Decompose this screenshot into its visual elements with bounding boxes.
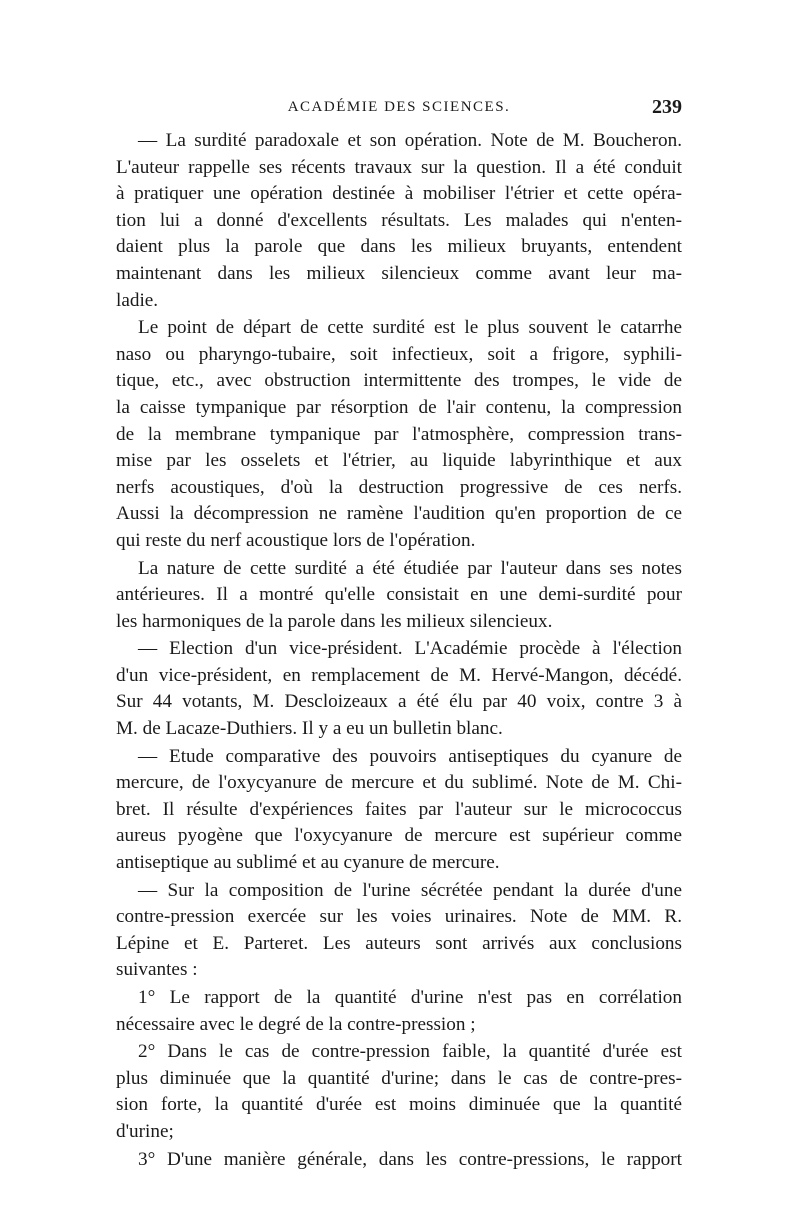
paragraph-conclusion-1 [116, 985, 682, 1038]
paragraph-etude-comparative [116, 744, 682, 877]
text-line: — Election d'un vice-président. L'Académie procède à l'élection [138, 638, 682, 660]
text-line: de la membrane tympanique par l'atmosphère, compression trans- [116, 423, 682, 445]
text-line: antérieures. Il a montré qu'elle consistait en une demi-surdité pour [116, 584, 682, 606]
text-line: Aussi la décompression ne ramène l'audition qu'en proportion de ce [116, 503, 682, 525]
text-line: mercure, de l'oxycyanure de mercure et du sublimé. Note de M. Chi- [116, 772, 682, 794]
text-line: L'auteur rappelle ses récents travaux sur la question. Il a été conduit [116, 156, 682, 178]
text-line: d'urine; [116, 1120, 174, 1142]
paragraph-surdite-paradoxale [116, 128, 682, 314]
text-line: nerfs acoustiques, d'où la destruction progressive de ces nerfs. [116, 476, 682, 498]
text-line: — Sur la composition de l'urine sécrétée pendant la durée d'une [138, 879, 682, 901]
text-line: daient plus la parole que dans les milieux bruyants, entendent [116, 236, 682, 258]
text-line: la caisse tympanique par résorption de l'air contenu, la compression [116, 396, 682, 418]
running-head [116, 96, 682, 125]
text-line: contre-pression exercée sur les voies urinaires. Note de MM. R. [116, 906, 682, 928]
text-line: — La surdité paradoxale et son opération. Note de M. Boucheron. [138, 130, 682, 151]
paragraph-point-de-depart [116, 315, 682, 554]
text-line: bret. Il résulte d'expériences faites par l'auteur sur le micrococcus [116, 798, 682, 820]
text-line: aureus pyogène que l'oxycyanure de mercure est supérieur comme [116, 825, 682, 847]
paragraph-conclusion-3 [116, 1147, 682, 1174]
paragraph-election-vice-president [116, 636, 682, 742]
text-line: nécessaire avec le degré de la contre-pression ; [116, 1013, 476, 1035]
text-line: antiseptique au sublimé et au cyanure de mercure. [116, 852, 500, 874]
page-number: 239 [652, 96, 682, 118]
text-line: La nature de cette surdité a été étudiée par l'auteur dans ses notes [138, 557, 682, 579]
text-line: d'un vice-président, en remplacement de M. Hervé-Mangon, décédé. [116, 664, 682, 686]
text-line: mise par les osselets et l'étrier, au liquide labyrinthique et aux [116, 450, 682, 472]
text-line: 2° Dans le cas de contre-pression faible, la quantité d'urée est [138, 1041, 682, 1063]
text-line: Le point de départ de cette surdité est le plus souvent le catarrhe [138, 317, 682, 339]
text-line: suivantes : [116, 959, 198, 981]
text-line: tion lui a donné d'excellents résultats. Les malades qui n'enten- [116, 209, 682, 231]
running-title: ACADÉMIE DES SCIENCES. [287, 99, 511, 115]
text-line: 3° D'une manière générale, dans les contre-pressions, le rapport [138, 1148, 682, 1170]
text-line: les harmoniques de la parole dans les milieux silencieux. [116, 610, 553, 632]
paragraph-composition-urine [116, 878, 682, 984]
text-line: naso ou pharyngo-tubaire, soit infectieux, soit a frigore, syphili- [116, 343, 682, 365]
text-line: plus diminuée que la quantité d'urine; dans le cas de contre-pres- [116, 1067, 682, 1089]
text-line: tique, etc., avec obstruction intermittente des trompes, le vide de [116, 370, 682, 392]
text-line: — Etude comparative des pouvoirs antiseptiques du cyanure de [138, 745, 682, 767]
text-line: M. de Lacaze-Duthiers. Il y a eu un bulletin blanc. [116, 718, 503, 740]
text-line: 1° Le rapport de la quantité d'urine n'est pas en corrélation [138, 987, 682, 1008]
body-text [116, 128, 682, 1174]
text-line: Lépine et E. Parteret. Les auteurs sont arrivés aux conclusions [116, 932, 682, 954]
text-line: ladie. [116, 289, 159, 311]
text-line: sion forte, la quantité d'urée est moins diminuée que la quantité [116, 1094, 682, 1116]
text-line: Sur 44 votants, M. Descloizeaux a été élu par 40 voix, contre 3 à [116, 691, 682, 713]
text-line: à pratiquer une opération destinée à mobiliser l'étrier et cette opéra- [116, 183, 682, 205]
paragraph-conclusion-2 [116, 1039, 682, 1145]
text-line: maintenant dans les milieux silencieux comme avant leur ma- [116, 262, 682, 284]
paragraph-nature-surdite [116, 556, 682, 636]
text-line: qui reste du nerf acoustique lors de l'opération. [116, 529, 476, 551]
